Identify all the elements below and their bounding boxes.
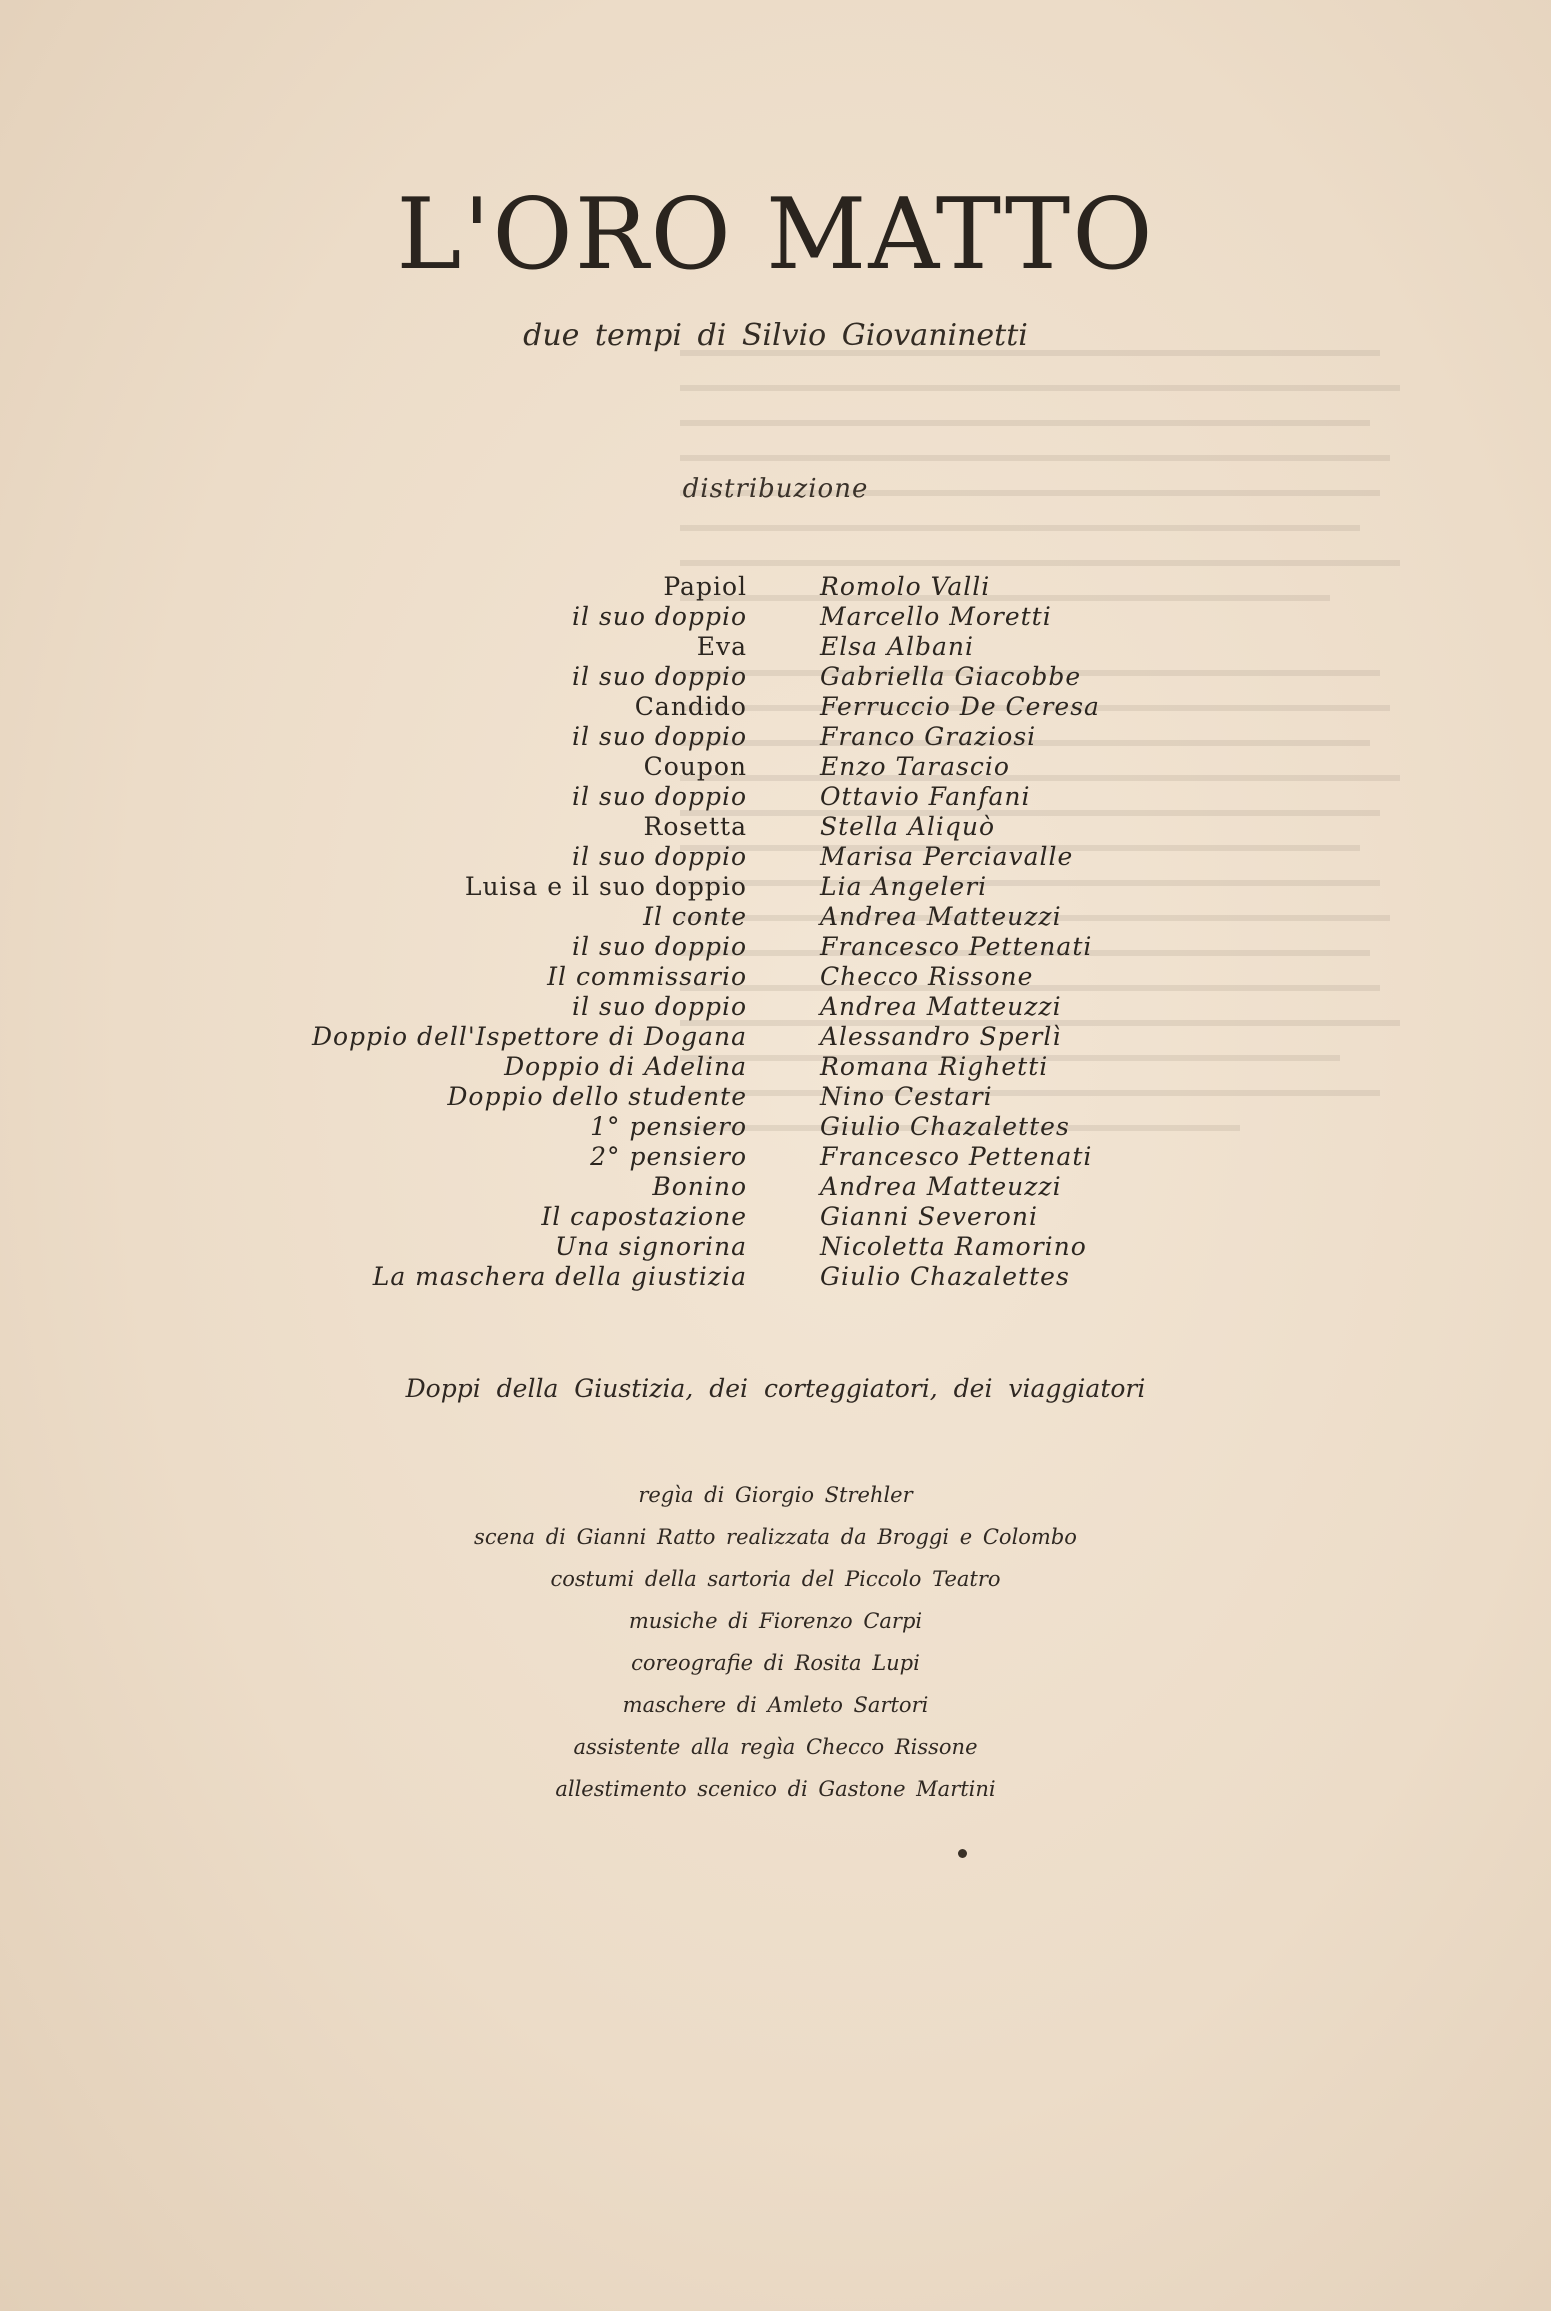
credit-line: scena di Gianni Ratto realizzata da Broggi e Colombo bbox=[474, 1525, 1077, 1549]
cast-row bbox=[0, 1112, 1551, 1142]
cast-actor: Andrea Matteuzzi bbox=[820, 1172, 1062, 1201]
cast-actor: Ottavio Fanfani bbox=[820, 782, 1031, 811]
credit-line: maschere di Amleto Sartori bbox=[622, 1693, 929, 1717]
cast-role: il suo doppio bbox=[572, 602, 747, 631]
credit-line: assistente alla regìa Checco Rissone bbox=[573, 1735, 978, 1759]
cast-row bbox=[0, 632, 1551, 662]
cast-actor: Franco Graziosi bbox=[820, 722, 1037, 751]
cast-role: Candido bbox=[634, 692, 747, 721]
doubles-line: Doppi della Giustizia, dei corteggiatori, dei viaggiatori bbox=[405, 1374, 1146, 1403]
cast-actor: Andrea Matteuzzi bbox=[820, 902, 1062, 931]
author-subtitle: due tempi di Silvio Giovaninetti bbox=[523, 318, 1028, 353]
cast-role: il suo doppio bbox=[572, 932, 747, 961]
cast-actor: Giulio Chazalettes bbox=[820, 1262, 1070, 1291]
cast-row bbox=[0, 572, 1551, 602]
cast-role: 2° pensiero bbox=[590, 1142, 747, 1171]
cast-row bbox=[0, 1232, 1551, 1262]
cast-actor: Checco Rissone bbox=[820, 962, 1034, 991]
credit-line: regìa di Giorgio Strehler bbox=[638, 1483, 913, 1507]
cast-actor: Francesco Pettenati bbox=[820, 932, 1093, 961]
cast-role: Il conte bbox=[643, 902, 747, 931]
cast-row bbox=[0, 902, 1551, 932]
cast-role: Coupon bbox=[643, 752, 747, 781]
credit-line: allestimento scenico di Gastone Martini bbox=[555, 1777, 996, 1801]
cast-actor: Andrea Matteuzzi bbox=[820, 992, 1062, 1021]
cast-row bbox=[0, 782, 1551, 812]
cast-row bbox=[0, 692, 1551, 722]
cast-role: Eva bbox=[696, 632, 747, 661]
cast-actor: Elsa Albani bbox=[820, 632, 974, 661]
cast-actor: Stella Aliquò bbox=[820, 812, 996, 841]
cast-actor: Francesco Pettenati bbox=[820, 1142, 1093, 1171]
cast-role: 1° pensiero bbox=[590, 1112, 747, 1141]
cast-actor: Giulio Chazalettes bbox=[820, 1112, 1070, 1141]
cast-actor: Romana Righetti bbox=[820, 1052, 1049, 1081]
cast-actor: Gabriella Giacobbe bbox=[820, 662, 1082, 691]
cast-row bbox=[0, 812, 1551, 842]
cast-actor: Enzo Tarascio bbox=[820, 752, 1010, 781]
cast-actor: Lia Angeleri bbox=[820, 872, 988, 901]
cast-role: il suo doppio bbox=[572, 782, 747, 811]
cast-role: Papiol bbox=[663, 572, 747, 601]
cast-row bbox=[0, 962, 1551, 992]
cast-row bbox=[0, 1022, 1551, 1052]
ink-speck bbox=[958, 1849, 967, 1858]
cast-actor: Alessandro Sperlì bbox=[820, 1022, 1062, 1051]
cast-role: Il capostazione bbox=[541, 1202, 747, 1231]
cast-row bbox=[0, 872, 1551, 902]
cast-row bbox=[0, 1172, 1551, 1202]
cast-row bbox=[0, 992, 1551, 1022]
cast-role: Bonino bbox=[652, 1172, 747, 1201]
cast-row bbox=[0, 722, 1551, 752]
credit-line: musiche di Fiorenzo Carpi bbox=[628, 1609, 923, 1633]
cast-actor: Marisa Perciavalle bbox=[820, 842, 1074, 871]
credits-list bbox=[0, 1474, 1551, 1810]
cast-role: Doppio dello studente bbox=[447, 1082, 747, 1111]
cast-row bbox=[0, 662, 1551, 692]
cast-row bbox=[0, 1142, 1551, 1172]
cast-role: il suo doppio bbox=[572, 992, 747, 1021]
cast-actor: Gianni Severoni bbox=[820, 1202, 1038, 1231]
cast-actor: Nicoletta Ramorino bbox=[820, 1232, 1087, 1261]
cast-role: il suo doppio bbox=[572, 662, 747, 691]
distribution-heading: distribuzione bbox=[682, 474, 869, 504]
cast-role: La maschera della giustizia bbox=[372, 1262, 747, 1291]
cast-actor: Romolo Valli bbox=[820, 572, 991, 601]
cast-row bbox=[0, 1262, 1551, 1292]
cast-role: Doppio dell'Ispettore di Dogana bbox=[311, 1022, 747, 1051]
cast-actor: Nino Cestari bbox=[820, 1082, 993, 1111]
cast-role: il suo doppio bbox=[572, 722, 747, 751]
cast-row bbox=[0, 1082, 1551, 1112]
page-title: L'ORO MATTO bbox=[396, 178, 1155, 292]
cast-role: Rosetta bbox=[643, 812, 747, 841]
cast-row bbox=[0, 752, 1551, 782]
cast-actor: Marcello Moretti bbox=[820, 602, 1052, 631]
cast-role: il suo doppio bbox=[572, 842, 747, 871]
cast-row bbox=[0, 932, 1551, 962]
cast-role: Doppio di Adelina bbox=[504, 1052, 747, 1081]
credit-line: coreografie di Rosita Lupi bbox=[631, 1651, 920, 1675]
cast-role: Una signorina bbox=[555, 1232, 747, 1261]
cast-row bbox=[0, 842, 1551, 872]
cast-row bbox=[0, 1052, 1551, 1082]
cast-actor: Ferruccio De Ceresa bbox=[820, 692, 1100, 721]
cast-row bbox=[0, 1202, 1551, 1232]
credit-line: costumi della sartoria del Piccolo Teatro bbox=[550, 1567, 1001, 1591]
cast-role: Luisa e il suo doppio bbox=[464, 872, 747, 901]
cast-row bbox=[0, 602, 1551, 632]
cast-list bbox=[0, 572, 1551, 1292]
cast-role: Il commissario bbox=[547, 962, 747, 991]
